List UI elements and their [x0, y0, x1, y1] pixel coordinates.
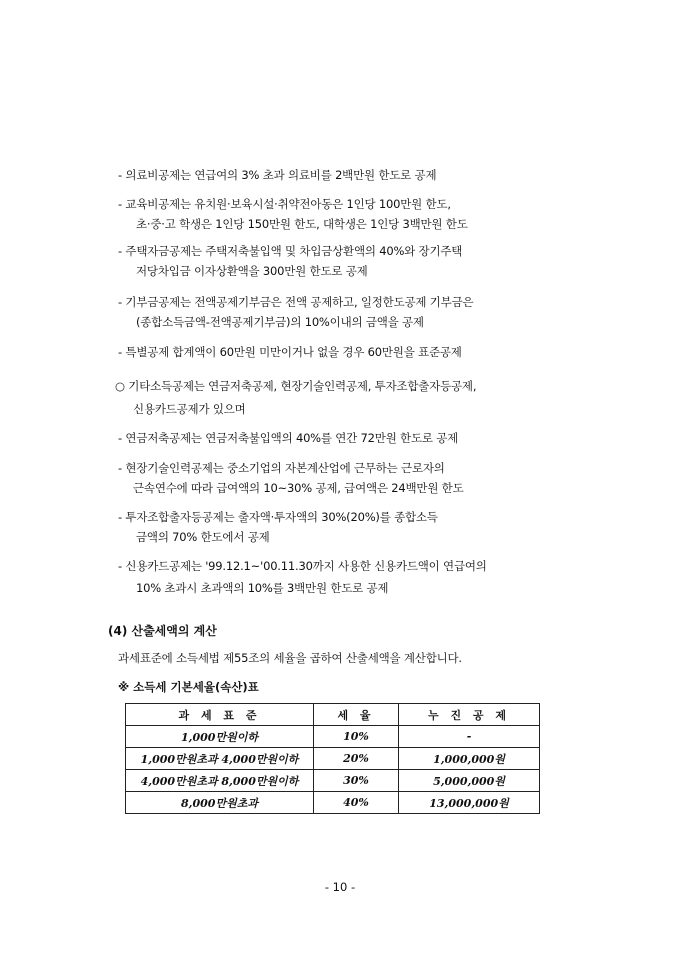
section-title: (4) 산출세액의 계산: [108, 624, 217, 638]
text-line: - 기부금공제는 전액공제기부금은 전액 공제하고, 일정한도공제 기부금은: [118, 295, 474, 309]
text-line: 10% 초과시 초과액의 10%를 3백만원 한도로 공제: [136, 581, 389, 595]
table-cell: 13,000,000원: [399, 792, 540, 814]
table-cell: 8,000만원초과: [126, 792, 314, 814]
table-cell: 1,000만원초과 4,000만원이하: [126, 748, 314, 770]
text-line: - 특별공제 합계액이 60만원 미만이거나 없을 경우 60만원을 표준공제: [118, 345, 462, 359]
text-line: - 교육비공제는 유치원·보육시설·취약전아동은 1인당 100만원 한도,: [118, 197, 451, 211]
table-row: [126, 726, 540, 748]
tax-rate-table: [125, 703, 540, 814]
section-body: 과세표준에 소득세법 제55조의 세율을 곱하여 산출세액을 계산합니다.: [118, 651, 462, 665]
table-cell: 20%: [314, 748, 399, 770]
table-header-row: [126, 704, 540, 726]
text-line: 근속연수에 따라 급여액의 10~30% 공제, 급여액은 24백만원 한도: [133, 481, 464, 495]
text-line: 신용카드공제가 있으며: [133, 402, 246, 416]
table-row: [126, 748, 540, 770]
table-cell: 40%: [314, 792, 399, 814]
text-line: - 현장기술인력공제는 중소기업의 자본계산업에 근무하는 근로자의: [118, 461, 445, 475]
table-cell: 10%: [314, 726, 399, 748]
column-header: 누 진 공 제: [399, 704, 540, 726]
text-line: - 주택자금공제는 주택저축불입액 및 차입금상환액의 40%와 장기주택: [118, 244, 463, 258]
text-line: ○ 기타소득공제는 연금저축공제, 현장기술인력공제, 투자조합출자등공제,: [115, 379, 477, 393]
text-line: - 신용카드공제는 '99.12.1~'00.11.30까지 사용한 신용카드액이 연급여의: [118, 559, 487, 573]
table-row: [126, 770, 540, 792]
column-header: 세 율: [314, 704, 399, 726]
page-number: - 10 -: [324, 880, 356, 894]
table-cell: -: [399, 726, 540, 748]
text-line: - 의료비공제는 연급여의 3% 초과 의료비를 2백만원 한도로 공제: [118, 168, 437, 182]
table-cell: 30%: [314, 770, 399, 792]
table-cell: 1,000만원이하: [126, 726, 314, 748]
table-cell: 5,000,000원: [399, 770, 540, 792]
table-caption: ※ 소득세 기본세율(속산)표: [118, 680, 259, 694]
column-header: 과 세 표 준: [126, 704, 314, 726]
text-line: - 연금저축공제는 연금저축불입액의 40%를 연간 72만원 한도로 공제: [118, 431, 459, 445]
text-line: 초·중·고 학생은 1인당 150만원 한도, 대학생은 1인당 3백만원 한도: [136, 217, 468, 231]
table-cell: 1,000,000원: [399, 748, 540, 770]
table-row: [126, 792, 540, 814]
text-line: 금액의 70% 한도에서 공제: [136, 530, 270, 544]
table-cell: 4,000만원초과 8,000만원이하: [126, 770, 314, 792]
text-line: - 투자조합출자등공제는 출자액·투자액의 30%(20%)를 종합소득: [118, 510, 438, 524]
text-line: 저당차입금 이자상환액을 300만원 한도로 공제: [136, 264, 368, 278]
text-line: (종합소득금액-전액공제기부금)의 10%이내의 금액을 공제: [136, 315, 424, 329]
